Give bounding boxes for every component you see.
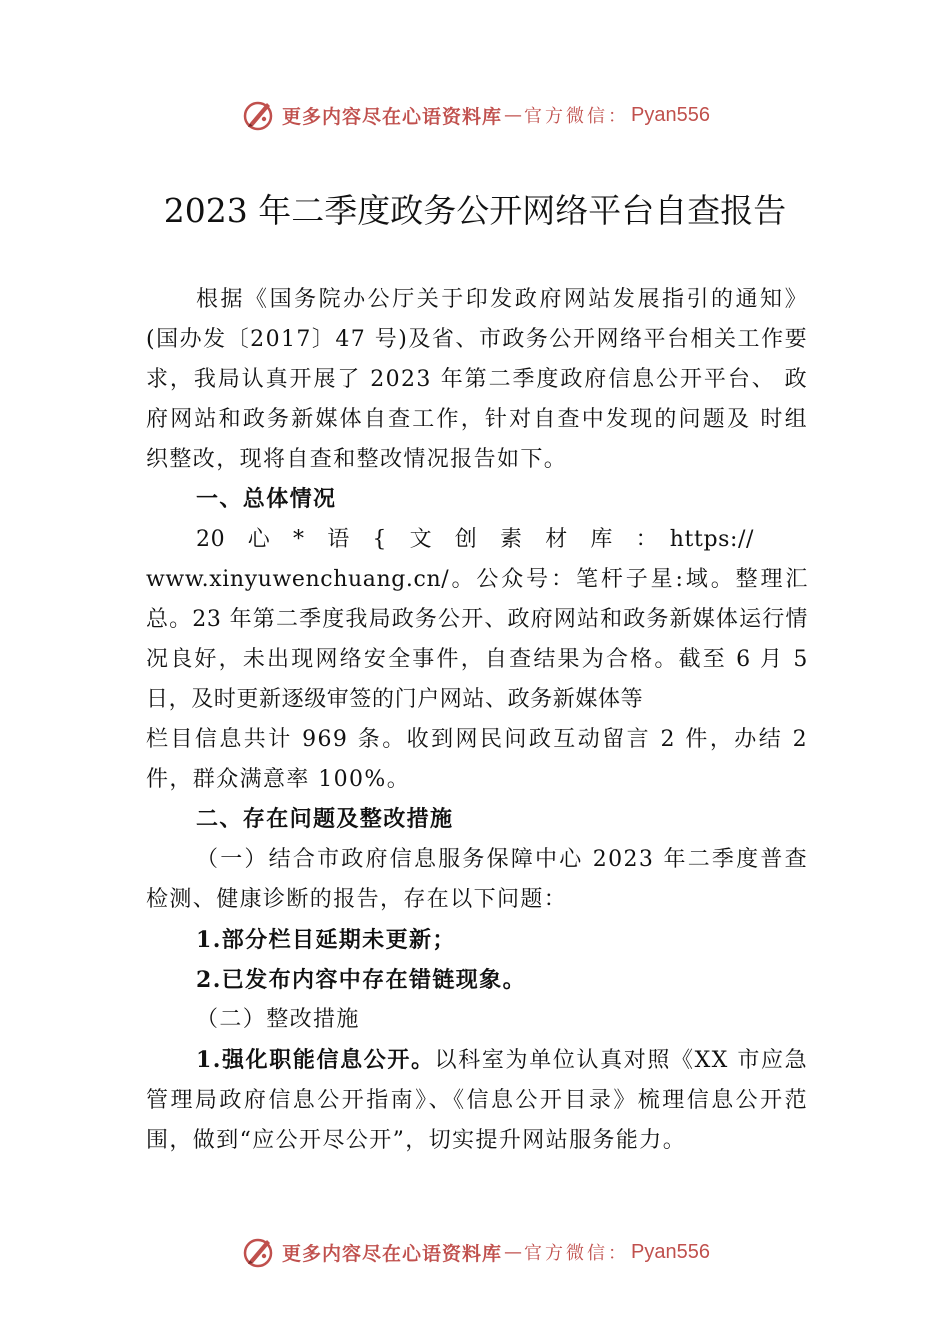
footer-watermark-banner [0, 1232, 950, 1272]
banner-text: 更多内容尽在心语资料库 [282, 1242, 503, 1265]
section1-paragraph-continued: 栏目信息共计 969 条。收到网民问政互动留言 2 件，办结 2 件，群众满意率 100%。 [146, 727, 808, 792]
measure-item-1-text: 以科室为单位认真对照《XX 市应急管理局政府信息公开指南》、《信息公开目录》梳理信息公开范围，做到“应公开尽公开”，切实提升网站服务能力。 [146, 1048, 808, 1153]
pen-logo-icon [240, 97, 276, 133]
banner-text: 更多内容尽在心语资料库 [282, 105, 503, 128]
subsection2-heading: （二）整改措施 [196, 1007, 360, 1032]
section2-heading: 二、存在问题及整改措施 [196, 807, 454, 832]
measure-item-1-title: 1.强化职能信息公开。 [196, 1047, 435, 1073]
banner-separator: — [504, 104, 523, 126]
document-title: 2023 年二季度政务公开网络平台自查报告 [163, 191, 787, 230]
issue-item-2: 2.已发布内容中存在错链现象。 [196, 967, 526, 993]
issue-item-1: 1.部分栏目延期未更新； [196, 927, 456, 953]
banner-wechat-id: Pyan556 [631, 1240, 710, 1263]
section1-heading: 一、总体情况 [196, 487, 337, 512]
banner-separator: — [504, 1241, 523, 1263]
measure-item-1 [146, 1040, 808, 1161]
section1-source-line: 20 心 * 语 { 文 创 素 材 库 ： https:// [196, 527, 755, 552]
banner-wechat-label: 官方微信： [524, 106, 630, 127]
pen-logo-icon [240, 1234, 276, 1270]
subsection1-paragraph: （一）结合市政府信息服务保障中心 2023 年二季度普查检测、健康诊断的报告，存在以下问题： [146, 847, 808, 912]
section1-paragraph: www.xinyuwenchuang.cn/。公众号：笔杆子星:域。整理汇总。23 年第二季度我局政务公开、政府网站和政务新媒体运行情况良好，未出现网络安全事件，自查结果为合格。截至 6 月 5 日，及时更新逐级审签的门户网站、政务新媒体等 [146, 567, 808, 712]
intro-paragraph: 根据《国务院办公厅关于印发政府网站发展指引的通知》(国办发〔2017〕47 号)及省、市政务公开网络平台相关工作要求，我局认真开展了 2023 年第二季度政府信息公开平台、 政府网站和政务新媒体自查工作，针对自查中发现的问题及 时组织整改，现将自查和整改情况报告如下。 [146, 287, 808, 472]
banner-wechat-id: Pyan556 [631, 103, 710, 126]
banner-wechat-label: 官方微信： [524, 1243, 630, 1264]
document-body [146, 280, 808, 1161]
header-watermark-banner [0, 95, 950, 135]
